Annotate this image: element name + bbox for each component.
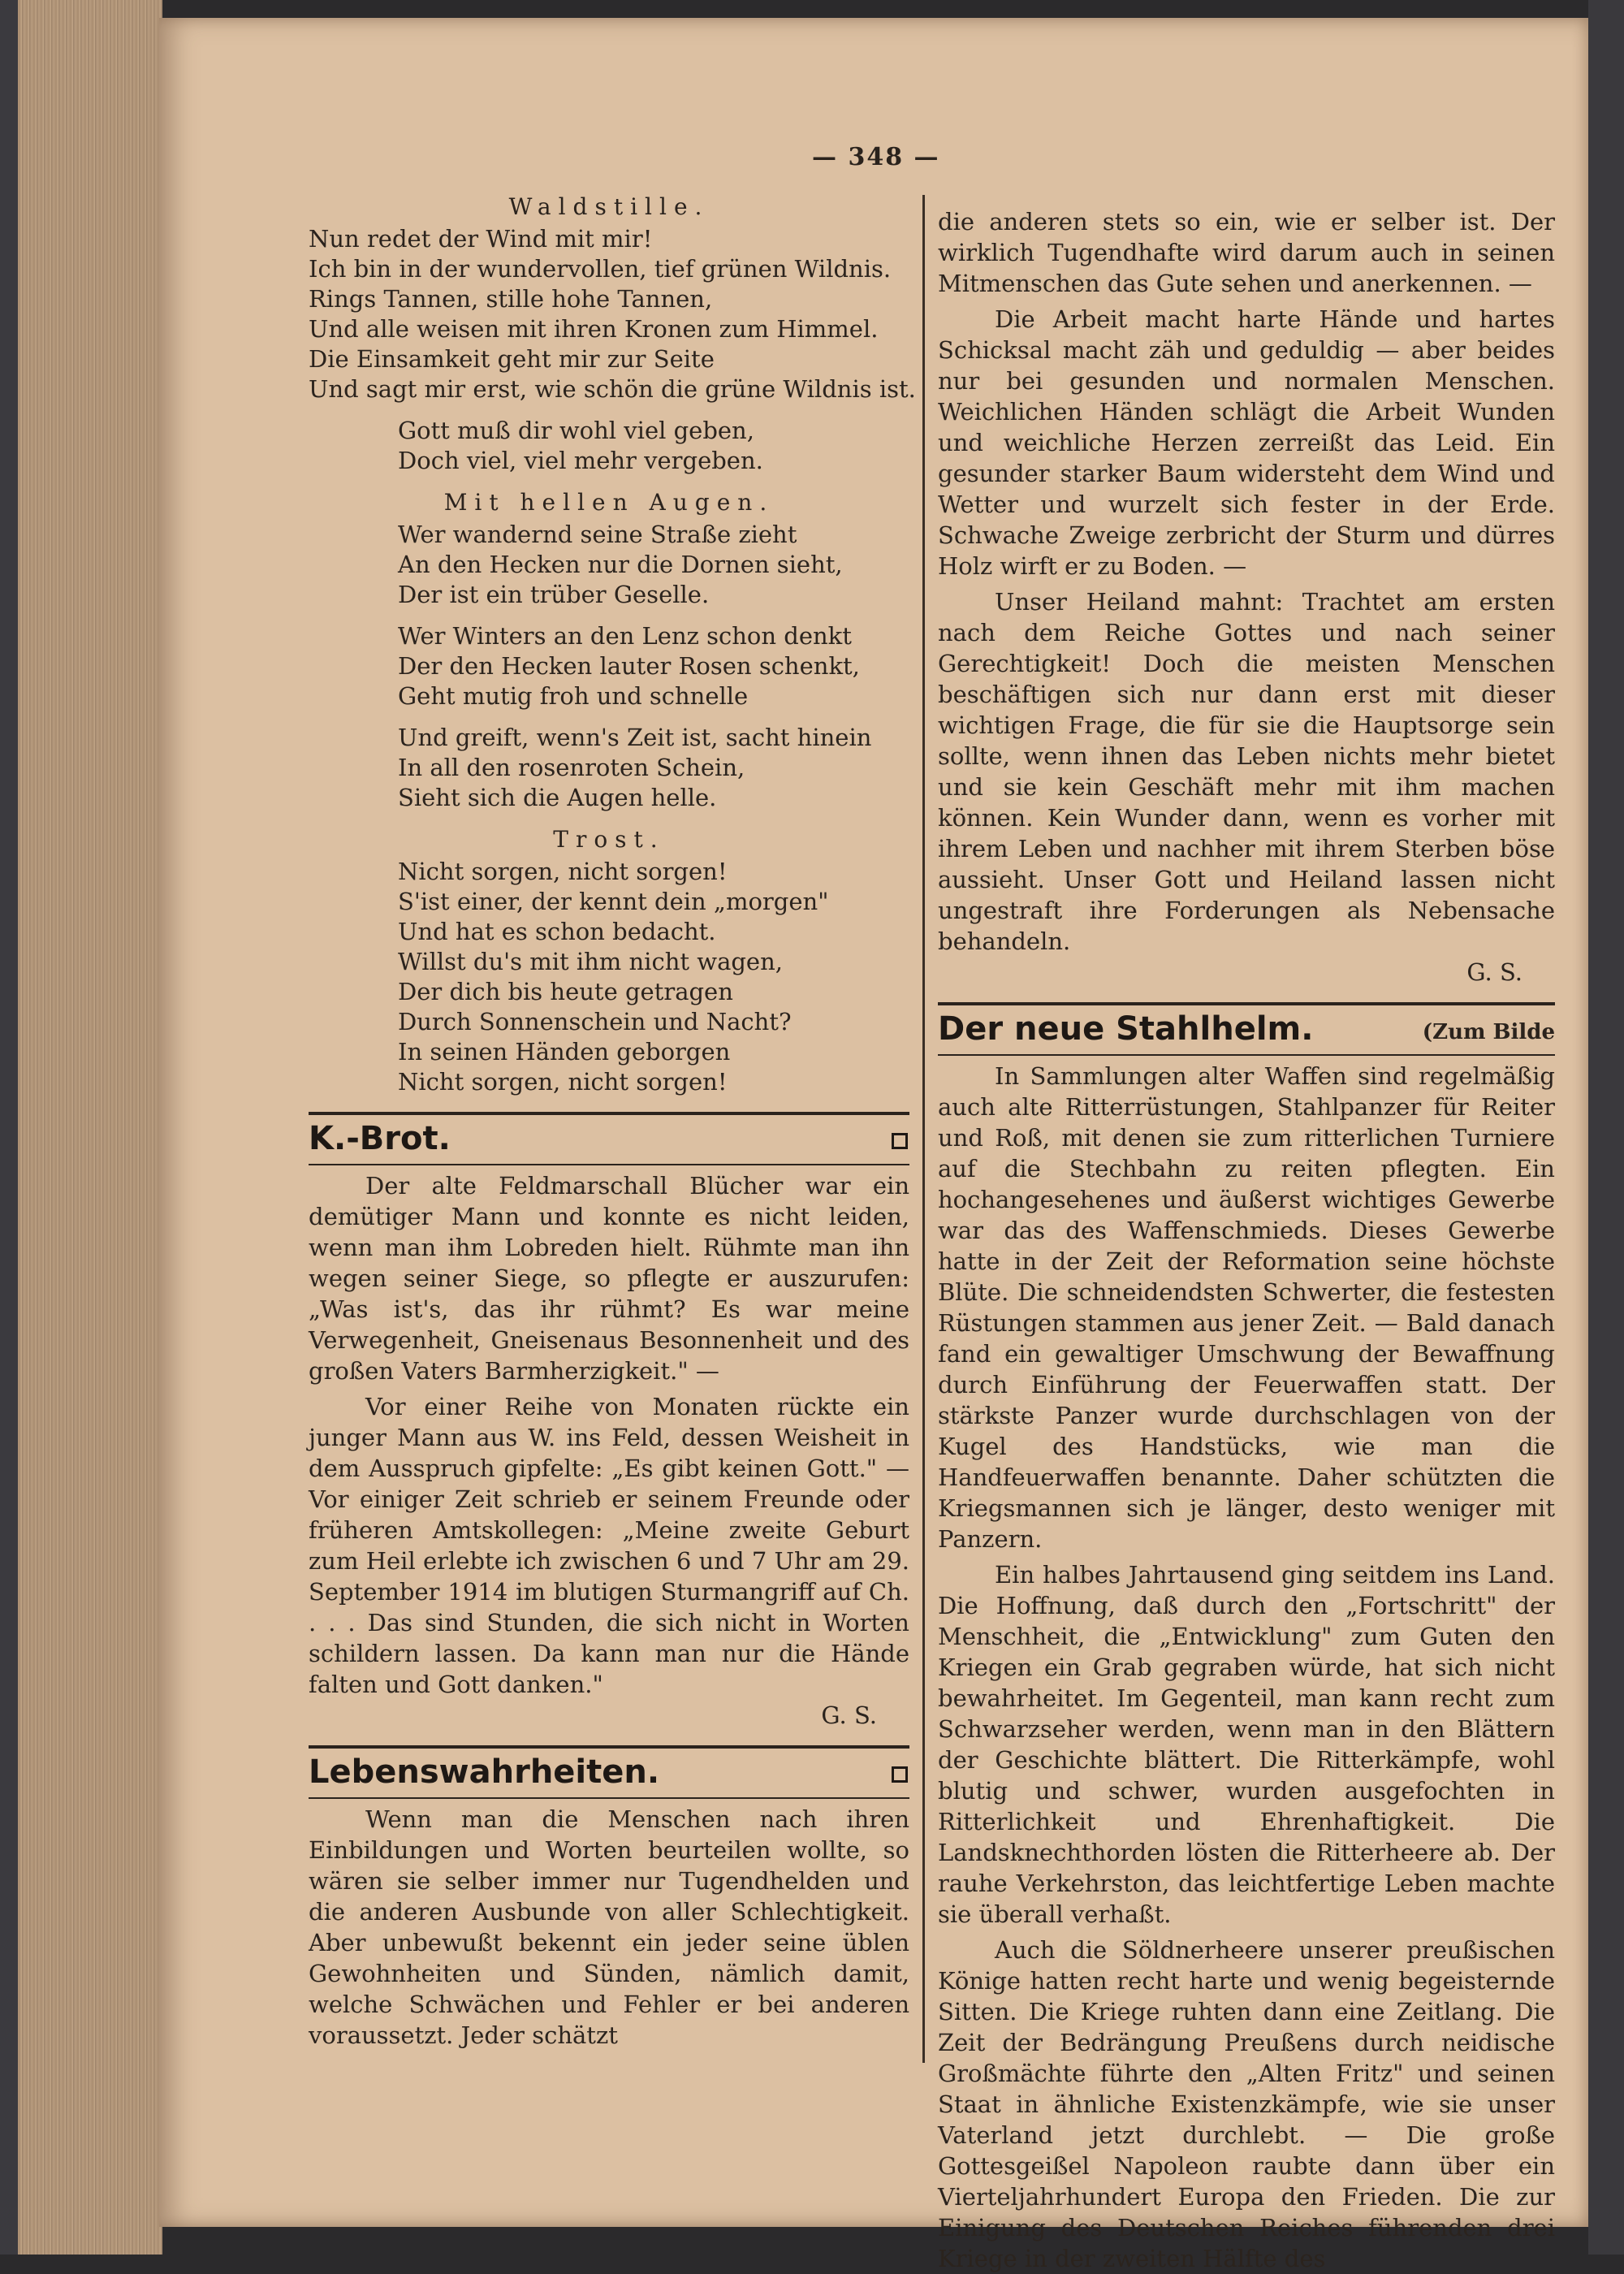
- poem-line: Und sagt mir erst, wie schön die grüne Wildnis ist.: [309, 375, 916, 403]
- background-right-strip: [1588, 0, 1624, 2255]
- poem-couplet-line: Gott muß dir wohl viel geben,: [398, 417, 754, 444]
- book-page-edges: [0, 0, 162, 2255]
- section-title: K.-Brot.: [309, 1120, 451, 1157]
- section-title: Lebenswahrheiten.: [309, 1753, 660, 1791]
- article-paragraph: die anderen stets so ein, wie er selber ist. Der wirklich Tugendhafte wird darum auch in seinen Mitmenschen das Gute sehen und anerkennen. —: [938, 208, 1555, 297]
- poem-line: Nun redet der Wind mit mir!: [309, 225, 653, 253]
- article-paragraph: Der alte Feldmarschall Blücher war ein demütiger Mann und konnte es nicht leiden, wenn man ihm Lobreden hielt. Rühmte man ihn wegen seiner Siege, so pflegte er auszurufen: „Was ist's, das ihr rühmt? Es war meine Verwegenheit, Gneisenaus Besonnenheit und des großen Vaters Barmherzigkeit." —: [309, 1172, 909, 1385]
- poem-line: Willst du's mit ihm nicht wagen,: [398, 948, 783, 975]
- article-signature: G. S.: [1466, 958, 1522, 986]
- poem-line: Und alle weisen mit ihren Kronen zum Himmel.: [309, 315, 879, 343]
- article-paragraph: Wenn man die Menschen nach ihren Einbildungen und Worten beurteilen wollte, so wären sie selber immer nur Tugendhelden und die anderen Ausbunde von aller Schlechtigkeit. Aber unbewußt bekennt ein jeder seine üblen Gewohnheiten und Sünden, nämlich damit, welche Schwächen und Fehler er bei anderen voraussetzt. Jeder schätzt: [309, 1805, 909, 2049]
- poem-line: An den Hecken nur die Dornen sieht,: [398, 551, 843, 578]
- section-heading-stahlhelm: [938, 1002, 1555, 1056]
- section-heading-lebenswahrheiten: [309, 1745, 909, 1799]
- poem-title-mit-hellen-augen: Mit hellen Augen.: [443, 489, 775, 516]
- poem-line: Die Einsamkeit geht mir zur Seite: [309, 345, 715, 373]
- article-paragraph: Vor einer Reihe von Monaten rückte ein junger Mann aus W. ins Feld, dessen Weisheit in dem Ausspruch gipfelte: „Es gibt keinen Gott." — Vor einiger Zeit schrieb er seinem Freunde oder früheren Amtskollegen: „Meine zweite Geburt zum Heil erlebte ich zwischen 6 und 7 Uhr am 29. September 1914 im blutigen Sturmangriff auf Ch. . . . Das sind Stunden, die sich nicht in Worten schildern lassen. Da kann man nur die Hände falten und Gott danken.": [309, 1393, 909, 1698]
- poem-line: Rings Tannen, stille hohe Tannen,: [309, 285, 713, 313]
- poem-line: Der den Hecken lauter Rosen schenkt,: [398, 652, 860, 680]
- section-note: (Zum Bilde: [1422, 1020, 1555, 1044]
- poem-line: Und hat es schon bedacht.: [398, 918, 716, 945]
- poem-couplet-line: Doch viel, viel mehr vergeben.: [398, 447, 763, 474]
- left-column: [309, 192, 916, 2051]
- poem-title-trost: Trost.: [553, 826, 665, 853]
- poem-line: Durch Sonnenschein und Nacht?: [398, 1008, 792, 1035]
- square-ornament-icon: [892, 1133, 908, 1149]
- poem-line: Wer wandernd seine Straße zieht: [398, 521, 797, 548]
- section-heading-kbrot: [309, 1112, 909, 1165]
- right-column: [938, 206, 1555, 2274]
- poem-line: Nicht sorgen, nicht sorgen!: [398, 858, 728, 885]
- column-divider: [922, 195, 925, 2063]
- article-paragraph: Ein halbes Jahrtausend ging seitdem ins Land. Die Hoffnung, daß durch den „Fortschritt" der Menschheit, die „Entwicklung" zum Guten den Kriegen ein Grab gegraben würde, hat sich nicht bewahrheitet. Im Gegenteil, man kann recht zum Schwarzseher werden, wenn man in den Blättern der Geschichte blättert. Die Ritterkämpfe, wohl blutig und schwer, wurden ausgefochten in Ritterlichkeit und Ehrenhaftigkeit. Die Landsknechthorden lösten die Ritterheere ab. Der rauhe Verkehrston, das leichtfertige Leben machte sie überall verhaßt.: [938, 1561, 1555, 1928]
- article-paragraph: Auch die Söldnerheere unserer preußischen Könige hatten recht harte und wenig begeisternde Sitten. Die Kriege ruhten dann eine Zeitlang. Die Zeit der Bedrängung Preußens durch neidische Großmächte führte den „Alten Fritz" und seinen Staat in ähnliche Existenzkämpfe, wie sie unser Vaterland jetzt durchlebt. — Die große Gottesgeißel Napoleon raubte dann über ein Vierteljahrhundert Europa den Frieden. Die zur Einigung des Deutschen Reiches führenden drei Kriege in der zweiten Hälfte des: [938, 1936, 1555, 2272]
- poem-line: S'ist einer, der kennt dein „morgen": [398, 888, 829, 915]
- poem-line: Sieht sich die Augen helle.: [398, 784, 717, 811]
- poem-line: Geht mutig froh und schnelle: [398, 682, 749, 710]
- poem-title-waldstille: Waldstille.: [508, 193, 710, 220]
- section-title: Der neue Stahlhelm.: [938, 1010, 1314, 1048]
- poem-line: Nicht sorgen, nicht sorgen!: [398, 1068, 728, 1096]
- poem-line: Wer Winters an den Lenz schon denkt: [398, 622, 852, 650]
- article-paragraph: Unser Heiland mahnt: Trachtet am ersten nach dem Reiche Gottes und nach seiner Gerechtigkeit! Doch die meisten Menschen beschäftigen sich nur dann erst mit dieser wichtigen Frage, die für sie die Hauptsorge sein sollte, wenn ihnen das Leben nichts mehr bietet und sie kein Geschäft mehr mit ihm machen können. Kein Wunder dann, wenn es vorher mit ihrem Leben und nachher mit ihrem Sterben böse aussieht. Unser Gott und Heiland lassen nicht ungestraft ihre Forderungen als Nebensache behandeln.: [938, 588, 1555, 955]
- book-cover-edge: [0, 0, 18, 2255]
- poem-line: In all den rosenroten Schein,: [398, 754, 745, 781]
- article-paragraph: Die Arbeit macht harte Hände und hartes Schicksal macht zäh und geduldig — aber beides nur bei gesunden und normalen Menschen. Weichlichen Händen schlägt die Arbeit Wunden und weichliche Herzen zerreißt das Leid. Ein gesunder starker Baum widersteht dem Wind und Wetter und wurzelt sich fester in der Erde. Schwache Zweige zerbricht der Sturm und dürres Holz wirft er zu Boden. —: [938, 305, 1555, 580]
- poem-line: Und greift, wenn's Zeit ist, sacht hinein: [398, 724, 872, 751]
- square-ornament-icon: [892, 1766, 908, 1783]
- poem-line: In seinen Händen geborgen: [398, 1038, 731, 1066]
- article-paragraph: In Sammlungen alter Waffen sind regelmäßig auch alte Ritterrüstungen, Stahlpanzer für Reiter und Roß, mit denen sie zum ritterlichen Turniere auf die Stechbahn zu reiten pflegten. Ein hochangesehenes und äußerst wichtiges Gewerbe war das des Waffenschmieds. Dieses Gewerbe hatte in der Zeit der Reformation seine höchste Blüte. Die schneidendsten Schwerter, die festesten Rüstungen stammen aus jener Zeit. — Bald danach fand ein gewaltiger Umschwung der Bewaffnung durch Einführung der Feuerwaffen statt. Der stärkste Panzer wurde durchschlagen von der Kugel des Handstücks, wie man die Handfeuerwaffen benannte. Daher schützten die Kriegsmannen sich je länger, desto weniger mit Panzern.: [938, 1062, 1555, 1553]
- article-signature: G. S.: [821, 1701, 877, 1729]
- poem-line: Der ist ein trüber Geselle.: [398, 581, 710, 608]
- poem-line: Der dich bis heute getragen: [398, 978, 733, 1005]
- poem-line: Ich bin in der wundervollen, tief grünen Wildnis.: [309, 255, 892, 283]
- page-number: — 348 —: [812, 143, 940, 171]
